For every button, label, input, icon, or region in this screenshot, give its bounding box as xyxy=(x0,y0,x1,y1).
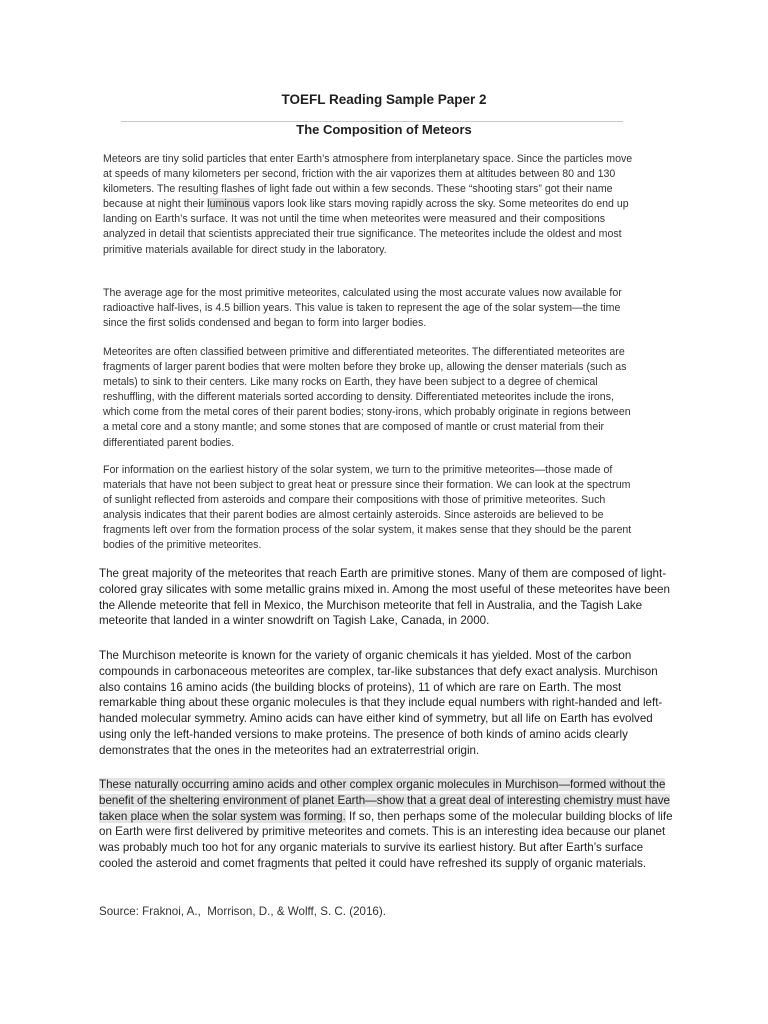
document-title: TOEFL Reading Sample Paper 2 xyxy=(281,92,487,107)
paragraph-5: The great majority of the meteorites that reach Earth are primitive stones. Many of them are composed of light-colored gray silicates with some metallic grains mixed in. Among the most useful of these meteorites have been the Allende meteorite that fell in Mexico, the Murchison meteorite that fell in Australia, and the Tagish Lake meteorite that landed in a winter snowdrift on Tagish Lake, Canada, in 2000. xyxy=(99,567,670,628)
paragraph-7-text-after: If so, then perhaps some of the molecular building blocks of life on Earth were first delivered by primitive meteorites and comets. This is an interesting idea because our planet was probably much too hot for any organic materials to survive its earliest history. But after Earth’s surface cooled the asteroid and comet fragments that pelted it could have refreshed its supply of organic materials. xyxy=(99,809,673,870)
paragraph-3: Meteorites are often classified between primitive and differentiated meteorites. The differentiated meteorites are fragments of larger parent bodies that were molten before they broke up, allowing the denser materials (such as metals) to sink to their centers. Like many rocks on Earth, they have been subject to a degree of chemical reshuffling, with the different materials sorted according to density. Differentiated meteorites include the irons, which come from the metal cores of their parent bodies; stony-irons, which probably originate in regions between a metal core and a stony mantle; and some stones that are composed of mantle or crust material from their differentiated parent bodies. xyxy=(103,346,631,449)
paragraph-1 xyxy=(103,152,635,258)
paragraph-7 xyxy=(99,777,679,872)
source-citation: Source: Fraknoi, A., Morrison, D., & Wolff, S. C. (2016). xyxy=(99,905,386,918)
document-subtitle: The Composition of Meteors xyxy=(296,122,472,137)
highlighted-word-luminous: luminous xyxy=(207,198,250,211)
paragraph-2: The average age for the most primitive meteorites, calculated using the most accurate values now available for radioactive half-lives, is 4.5 billion years. This value is taken to represent the age of the solar system—the time since the first solids condensed and began to form into larger bodies. xyxy=(103,287,622,330)
paragraph-4: For information on the earliest history of the solar system, we turn to the primitive meteorites—those made of materials that have not been subject to great heat or pressure since their formation. We can look at the spectrum of sunlight reflected from asteroids and compare their compositions with those of primitive meteorites. Such analysis indicates that their parent bodies are almost certainly asteroids. Since asteroids are believed to be fragments left over from the formation process of the solar system, it makes sense that they should be the parent bodies of the primitive meteorites. xyxy=(103,464,632,552)
paragraph-6: The Murchison meteorite is known for the variety of organic chemicals it has yielded. Most of the carbon compounds in carbonaceous meteorites are complex, tar-like substances that defy exact analysis. Murchison also contains 16 amino acids (the building blocks of proteins), 11 of which are rare on Earth. The most remarkable thing about these organic molecules is that they include equal numbers with right-handed and left-handed molecular symmetry. Amino acids can have either kind of symmetry, but all life on Earth has evolved using only the left-handed versions to make proteins. The presence of both kinds of amino acids clearly demonstrates that the ones in the meteorites had an extraterrestrial origin. xyxy=(99,649,663,757)
paragraph-1-text-before: Meteors are tiny solid particles that enter Earth’s atmosphere from interplanetary space. Since the particles move at speeds of many kilometers per second, friction with the air vaporizes them at altitudes between 80 and 130 kilometers. The resulting flashes of light fade out within a few seconds. These “shooting stars” got their name because at night their xyxy=(103,153,633,211)
highlighted-sentence: These naturally occurring amino acids and other complex organic molecules in Murchison—formed without the benefit of the sheltering environment of planet Earth—show that a great deal of interesting chemistry must have taken place when the solar system was forming. xyxy=(99,778,670,823)
paragraph-1-text-after: vapors look like stars moving rapidly across the sky. Some meteorites do end up landing on Earth’s surface. It was not until the time when meteorites were measured and their compositions analyzed in detail that scientists appreciated their true significance. The meteorites include the oldest and most primitive materials available for direct study in the laboratory. xyxy=(103,198,629,256)
